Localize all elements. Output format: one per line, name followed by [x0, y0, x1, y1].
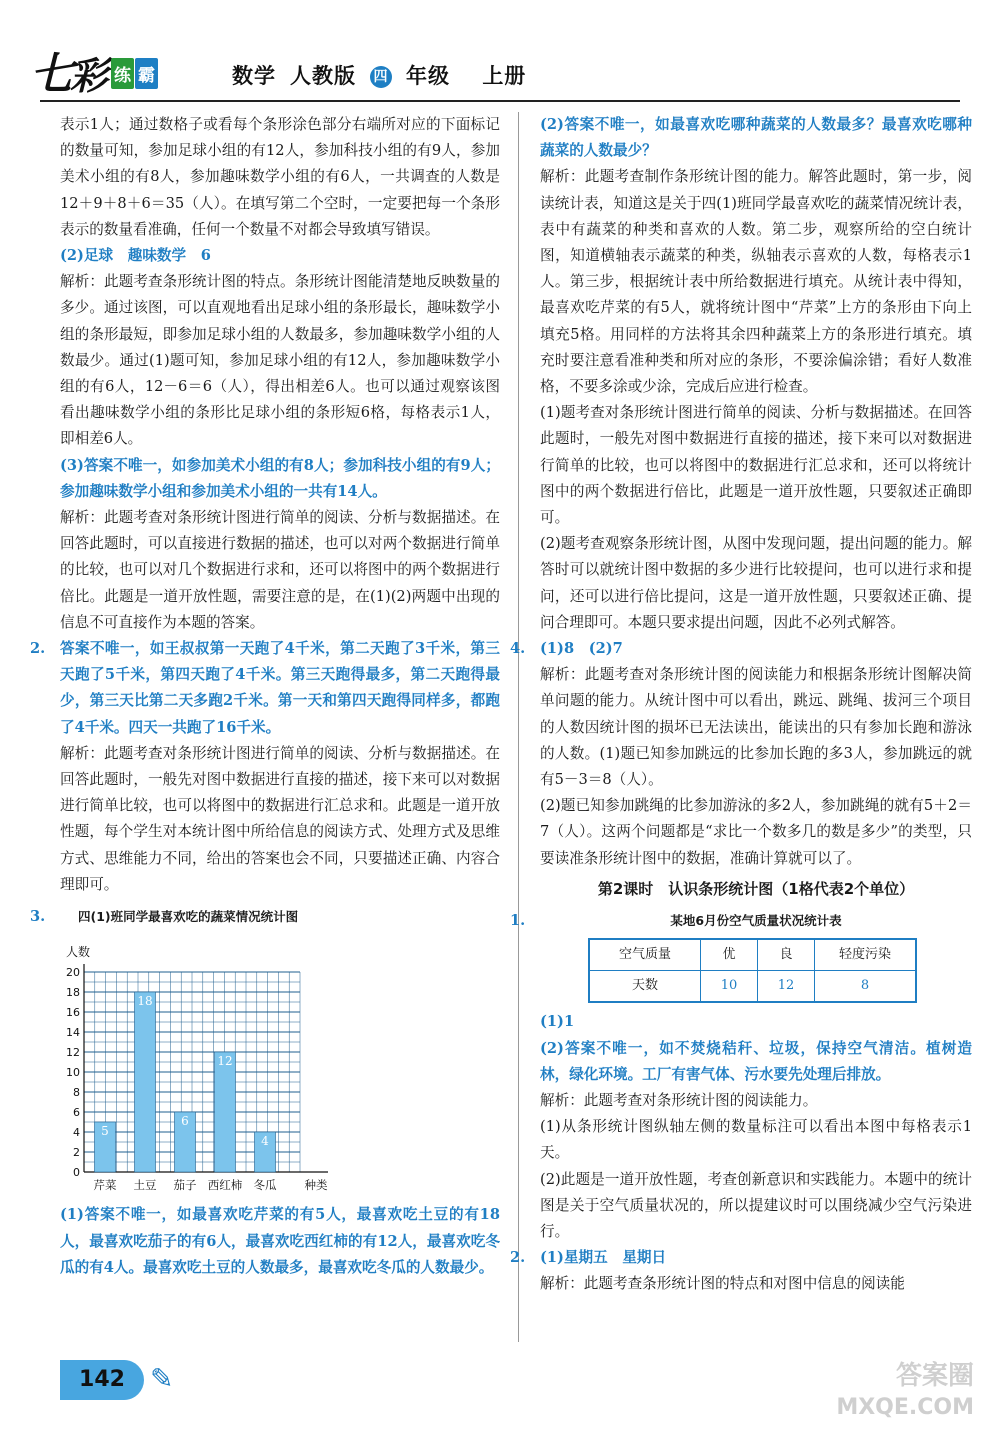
grade-badge: 四	[370, 66, 392, 88]
x-tick-label: 茄子	[173, 1178, 197, 1193]
bar-value-label: 5	[101, 1124, 109, 1139]
table-title: 某地6月份空气质量状况统计表	[670, 913, 842, 929]
brand-logo: 七彩 练 霸	[30, 38, 158, 102]
table-cell: 10	[701, 971, 758, 1003]
page-number: 142	[60, 1360, 144, 1400]
question-2: 2. 答案不唯一，如王叔叔第一天跑了4千米，第二天跑了3千米，第三天跑了5千米，第四天跑了4千米。第三天跑得最多，第二天跑得最少，第三天比第二天多跑2千米。第一天和第四天跑得同样多，都跑了4千米。四天一共跑了16千米。 解析：此题考查对条形统计图进行简单的阅读、分析与数据描述。在回答此题时，一般先对图中数据进行直接的描述，接下来可以对数据进行简单比较，也可以将图中的数据进行汇总求和。此题是一道开放性题，每个学生对本统计图中所给信息的阅读方式、处理方式及思维方式、思维能力不同，给出的答案也会不同，只要描述正确、内容合理即可。	[60, 636, 500, 898]
y-tick-label: 10	[66, 1066, 80, 1080]
explanation: 解析：此题考查对条形统计图进行简单的阅读、分析与数据描述。在回答此题时，一般先对图中数据进行直接的描述，接下来可以对数据进行简单比较，也可以将图中的数据进行汇总求和。此题是一道开放性题，每个学生对本统计图中所给信息的阅读方式、处理方式及思维方式、思维能力不同，给出的答案也会不同，只要描述正确、内容合理即可。	[60, 744, 500, 893]
y-tick-label: 12	[66, 1046, 80, 1060]
table-row-label: 天数	[589, 971, 701, 1003]
answer: (2)足球 趣味数学 6	[60, 247, 211, 265]
answer: (2)答案不唯一，如最喜欢吃哪种蔬菜的人数最多？最喜欢吃哪种蔬菜的人数最少？	[540, 116, 972, 160]
book-subject: 数学 人教版 四 年级 上册	[232, 64, 527, 88]
explanation: (2)此题是一道开放性题，考查创新意识和实践能力。本题中的统计图是关于空气质量状况的，所以提建议时可以围绕减少空气污染进行。	[540, 1170, 972, 1240]
y-tick-label: 16	[66, 1006, 80, 1020]
page-header	[0, 0, 1000, 108]
explanation: 解析：此题考查条形统计图的特点和对图中信息的阅读能	[540, 1275, 905, 1293]
x-tick-label: 芹菜	[93, 1178, 117, 1193]
table-header-cell: 优	[701, 939, 758, 971]
explanation: (1)从条形统计图纵轴左侧的数量标注可以看出本图中每格表示1天。	[540, 1118, 972, 1162]
answer: (1)8 (2)7	[540, 640, 623, 658]
explanation: 解析：此题考查制作条形统计图的能力。解答此题时，第一步，阅读统计表，知道这是关于四(1)班同学最喜欢吃的蔬菜情况统计表，表中有蔬菜的种类和喜欢的人数。第二步，观察所给的空白统计图，知道横轴表示蔬菜的种类，纵轴表示喜欢的人数，每格表示1人。第三步，根据统计表中所给数据进行填充。从统计表中得知，最喜欢吃芹菜的有5人，就将统计图中“芹菜”上方的条形由下向上填充5格。用同样的方法将其余四种蔬菜上方的条形进行填充。填充时要注意看准种类和所对应的条形，不要涂偏涂错；看好人数准格，不要多涂或少涂，完成后应进行检查。	[540, 168, 972, 396]
table-header-row	[589, 939, 916, 971]
answer: (2)答案不唯一，如不焚烧秸秆、垃圾，保持空气清洁。植树造林，绿化环境。工厂有害气体、污水要先处理后排放。	[540, 1039, 972, 1083]
answer: (1)1	[540, 1013, 575, 1031]
table-header-cell: 良	[758, 939, 815, 971]
explanation: 解析：此题考查对条形统计图的阅读能力。	[540, 1091, 818, 1109]
pencil-icon: ✎	[150, 1362, 174, 1395]
question-1: 1. 某地6月份空气质量状况统计表 空气质量 优 良 轻度污染 天数 10 12 8 (1)1 (2)答案不唯一，如不焚烧秸秆、垃圾，保持空气清洁。植树造林，绿化环境。工厂有害气体、污水要先处理后排放。 解析：此题考查对条形统计图的阅读能力。 (1)从条形统计图纵轴左侧的数量标注可以看出本图中每格表示1天。 (2)此题是一道开放性题，考查创新意识和实践能力。本题中的统计图是关于空气质量状况的，所以提建议时可以围绕减少空气污染进行。	[540, 908, 972, 1245]
explanation: 解析：此题考查条形统计图的特点。条形统计图能清楚地反映数量的多少。通过该图，可以直观地看出足球小组的条形最长，趣味数学小组的条形最短，即参加足球小组的人数最多，参加趣味数学小组的人数最少。通过(1)题可知，参加足球小组的有12人，参加趣味数学小组的有6人，12－6＝6（人），得出相差6人。也可以通过观察该图看出趣味数学小组的条形比足球小组的条形短6格，每格表示1人，即相差6人。	[60, 273, 500, 448]
x-tick-label: 冬瓜	[253, 1178, 277, 1193]
table-header-cell: 轻度污染	[815, 939, 917, 971]
x-tick-label: 土豆	[133, 1178, 157, 1193]
air-quality-table	[588, 938, 917, 1003]
bar	[215, 1052, 236, 1172]
x-axis-label: 种类	[304, 1178, 328, 1193]
answer: 答案不唯一，如王叔叔第一天跑了4千米，第二天跑了3千米，第三天跑了5千米，第四天跑了4千米。第三天跑得最多，第二天跑得最少，第三天比第二天多跑2千米。第一天和第四天跑得同样多，都跑了4千米。四天一共跑了16千米。	[60, 640, 500, 736]
section-title: 第2课时 认识条形统计图（1格代表2个单位）	[597, 879, 915, 898]
y-tick-label: 6	[73, 1106, 80, 1120]
y-tick-label: 8	[73, 1086, 80, 1100]
y-tick-label: 2	[73, 1146, 80, 1160]
table-cell: 12	[758, 971, 815, 1003]
explanation: (2)题已知参加跳绳的比参加游泳的多2人，参加跳绳的就有5＋2＝7（人）。这两个问题都是“求比一个数多几的数是多少”的类型，只要读准条形统计图中的数据，准确计算就可以了。	[540, 797, 972, 867]
bar-value-label: 18	[137, 994, 153, 1009]
bar-value-label: 4	[261, 1134, 269, 1149]
answer: (1)星期五 星期日	[540, 1249, 667, 1267]
table-row	[589, 971, 916, 1003]
answer: (1)答案不唯一，如最喜欢吃芹菜的有5人，最喜欢吃土豆的有18人，最喜欢吃茄子的有6人，最喜欢吃西红柿的有12人，最喜欢吃冬瓜的有4人。最喜欢吃土豆的人数最多，最喜欢吃冬瓜的人数最少。	[60, 1206, 500, 1276]
bar-value-label: 6	[181, 1114, 189, 1129]
column-divider	[518, 112, 519, 1342]
y-tick-label: 18	[66, 986, 80, 1000]
y-axis-label: 人数	[66, 945, 91, 960]
question-4: 4. (1)8 (2)7 解析：此题考查对条形统计图的阅读能力和根据条形统计图解决简单问题的能力。从统计图中可以看出，跳远、跳绳、拔河三个项目的人数因统计图的损坏已无法读出，能读出的只有参加长跑和游泳的人数。(1)题已知参加跳远的比参加长跑的多3人，参加跳远的就有5－3＝8（人）。 (2)题已知参加跳绳的比参加游泳的多2人，参加跳绳的就有5＋2＝7（人）。这两个问题都是“求比一个数多几的数是多少”的类型，只要读准条形统计图中的数据，准确计算就可以了。	[540, 636, 972, 872]
bar-value-label: 12	[217, 1054, 233, 1069]
question-3: 3. 四(1)班同学最喜欢吃的蔬菜情况统计图 人数 0 2 4 6 8 10 12 14 16 18 20 5 芹菜 18 土豆 6 茄子 12 西红柿 4 冬瓜 种类 (1)答案不唯一，如最喜欢吃芹菜的有5人，最喜欢吃土豆的有18人，最喜欢吃茄子的有6人，最喜欢吃西红柿的有12人，最喜欢吃冬瓜的有4人。最喜欢吃土豆的人数最多，最喜欢吃冬瓜的人数最少。	[60, 904, 500, 1281]
explanation: (2)题考查观察条形统计图，从图中发现问题，提出问题的能力。解答时可以就统计图中数据的多少进行比较提问，也可以进行求和提问，还可以进行倍比提问，这是一道开放性题，只要叙述正确、提问合理即可。本题只要求提出问题，因此不必列式解答。	[540, 535, 972, 631]
table-header-cell: 空气质量	[589, 939, 701, 971]
left-column	[30, 112, 500, 1281]
paragraph: 表示1人；通过数格子或看每个条形涂色部分右端所对应的下面标记的数量可知，参加足球小组的有12人，参加科技小组的有9人，参加美术小组的有8人，参加趣味数学小组的有6人，一共调查的人数是12＋9＋8＋6＝35（人）。在填写第二个空时，一定要把每一个条形表示的数量看准确，任何一个数量不对都会导致填写错误。	[60, 116, 500, 238]
bar	[135, 992, 156, 1172]
y-tick-label: 20	[66, 966, 80, 980]
explanation: 解析：此题考查对条形统计图的阅读能力和根据条形统计图解决简单问题的能力。从统计图中可以看出，跳远、跳绳、拔河三个项目的人数因统计图的损坏已无法读出，能读出的只有参加长跑和游泳的人数。(1)题已知参加跳远的比参加长跑的多3人，参加跳远的就有5－3＝8（人）。	[540, 666, 972, 789]
explanation: (1)题考查对条形统计图进行简单的阅读、分析与数据描述。在回答此题时，一般先对图中数据进行直接的描述，接下来可以对数据进行简单的比较，也可以将图中的数据进行汇总求和，还可以将统计图中的两个数据进行倍比，此题是一道开放性题，只要叙述正确即可。	[540, 404, 972, 527]
y-tick-label: 4	[73, 1126, 80, 1140]
x-tick-label: 西红柿	[207, 1178, 243, 1193]
y-tick-label: 14	[66, 1026, 80, 1040]
explanation: 解析：此题考查对条形统计图进行简单的阅读、分析与数据描述。在回答此题时，可以直接进行数据的描述，也可以对两个数据进行简单的比较，也可以对几个数据进行求和，还可以将图中的两个数据进行倍比。此题是一道开放性题，需要注意的是，在(1)(2)两题中出现的信息不可直接作为本题的答案。	[60, 509, 500, 631]
question-2b: 2. (1)星期五 星期日 解析：此题考查条形统计图的特点和对图中信息的阅读能	[540, 1245, 972, 1297]
chart-title: 四(1)班同学最喜欢吃的蔬菜情况统计图	[78, 909, 299, 925]
watermark: 答案圈 MXQE.COM	[836, 1361, 974, 1420]
table-cell: 8	[815, 971, 917, 1003]
y-tick-label: 0	[73, 1166, 80, 1180]
bar-chart	[42, 932, 342, 1200]
answer: (3)答案不唯一，如参加美术小组的有8人；参加科技小组的有9人；参加趣味数学小组和参加美术小组的一共有14人。	[60, 456, 500, 500]
header-rule	[40, 100, 960, 102]
right-column	[510, 112, 972, 1298]
